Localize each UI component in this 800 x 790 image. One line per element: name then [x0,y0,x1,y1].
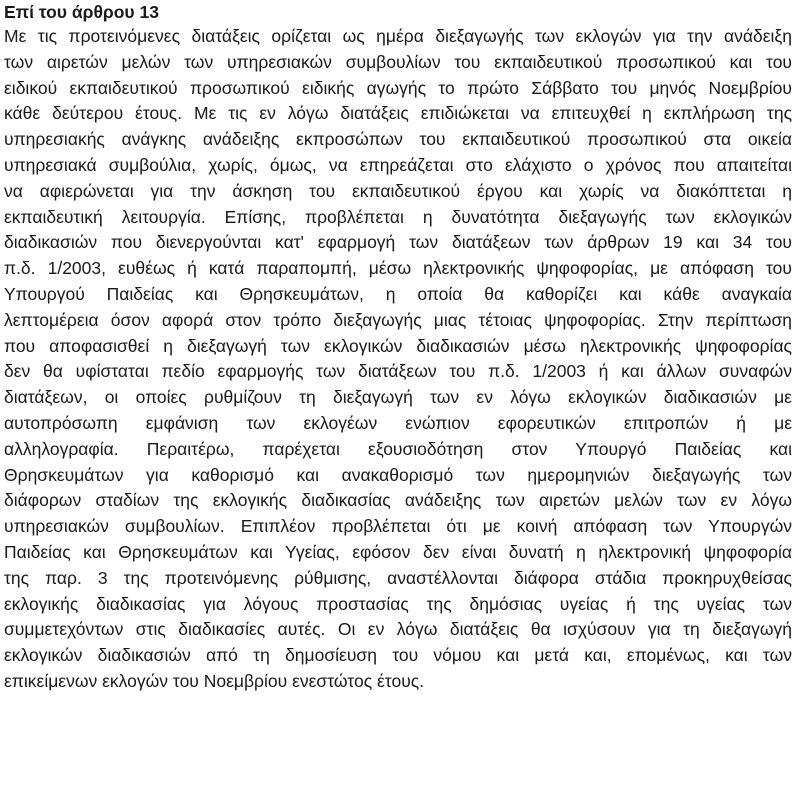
text-line: των αιρετών μελών των υπηρεσιακών συμβουλίων του εκπαιδευτικού προσωπικού και του [4,51,792,72]
text-line: π.δ. 1/2003, ευθέως ή κατά παραπομπή, μέσω ηλεκτρονικής ψηφοφορίας, με απόφαση του [4,258,792,279]
text-line: διαδικασιών που διενεργούνται κατ' εφαρμογή των διατάξεων των άρθρων 19 και 34 του [4,232,792,253]
text-line: εκλογικών διαδικασιών από τη δημοσίευση του νόμου και μετά και, επομένως, και των [4,645,792,666]
document-page [4,0,792,695]
text-line: Παιδείας και Θρησκευμάτων και Υγείας, εφόσον δεν είναι δυνατή η ηλεκτρονική ψηφοφορία [4,541,792,562]
text-line: αυτοπρόσωπη εμφάνιση των εκλογέων ενώπιον εφορευτικών επιτροπών ή με [4,412,792,433]
text-line: δεν θα υφίσταται πεδίο εφαρμογής των διατάξεων του π.δ. 1/2003 ή και άλλων συναφών [4,361,792,382]
article-body [4,24,792,695]
text-line: εκπαιδευτική λειτουργία. Επίσης, προβλέπεται η δυνατότητα διεξαγωγής των εκλογικών [4,206,792,227]
text-line: ειδικού εκπαιδευτικού προσωπικού ειδικής αγωγής το πρώτο Σάββατο του μηνός Νοεμβρίου [4,77,792,98]
text-line: της παρ. 3 της προτεινόμενης ρύθμισης, αναστέλλονται διάφορα στάδια προκηρυχθείσας [4,567,792,588]
text-line: εκλογικής διαδικασίας για λόγους προστασίας της δημόσιας υγείας ή της υγείας των [4,593,792,614]
text-line: επικείμενων εκλογών του Νοεμβρίου ενεστώτος έτους. [4,670,425,691]
text-line: Θρησκευμάτων για καθορισμό και ανακαθορισμό των ημερομηνιών διεξαγωγής των [4,464,792,485]
text-line: Υπουργού Παιδείας και Θρησκευμάτων, η οποία θα καθορίζει και κάθε αναγκαία [4,283,792,304]
section-heading: Επί του άρθρου 13 [4,2,159,22]
text-line: λεπτομέρεια όσον αφορά στον τρόπο διεξαγωγής μιας τέτοιας ψηφοφορίας. Στην περίπτωση [4,309,792,330]
text-line: που αποφασισθεί η διεξαγωγή των εκλογικών διαδικασιών μέσω ηλεκτρονικής ψηφοφορίας [4,335,792,356]
text-line: να αφιερώνεται για την άσκηση του εκπαιδευτικού έργου και χωρίς να διακόπτεται η [4,180,792,201]
text-line: συμμετεχόντων στις διαδικασίες αυτές. Οι εν λόγω διατάξεις θα ισχύσουν για τη διεξαγωγή [4,619,792,640]
text-line: κάθε δεύτερου έτους. Με τις εν λόγω διατάξεις επιδιώκεται να επιτευχθεί η εκπλήρωση της [4,103,792,124]
text-line: Με τις προτεινόμενες διατάξεις ορίζεται ως ημέρα διεξαγωγής των εκλογών για την ανάδειξη [4,26,792,46]
text-line: διάφορων σταδίων της εκλογικής διαδικασίας ανάδειξης των αιρετών μελών των εν λόγω [4,490,792,511]
text-line: υπηρεσιακών συμβουλίων. Επιπλέον προβλέπεται ότι με κοινή απόφαση των Υπουργών [4,516,792,537]
text-line: υπηρεσιακά συμβούλια, χωρίς, όμως, να επηρεάζεται στο ελάχιστο ο χρόνος που απαιτείται [4,154,792,175]
text-line: διατάξεων, οι οποίες ρυθμίζουν τη διεξαγωγή των εν λόγω εκλογικών διαδικασιών με [4,387,792,408]
text-line: αλληλογραφία. Περαιτέρω, παρέχεται εξουσιοδότηση στον Υπουργό Παιδείας και [4,438,792,459]
text-line: υπηρεσιακής ανάγκης ανάδειξης εκπροσώπων του εκπαιδευτικού προσωπικού στα οικεία [4,129,792,150]
